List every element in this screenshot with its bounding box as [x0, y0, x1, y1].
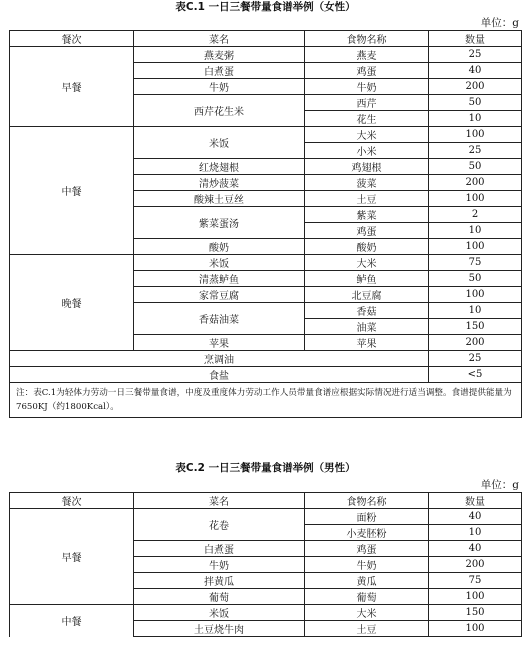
- food-cell: 小米: [305, 143, 429, 159]
- qty-cell: 50: [429, 159, 522, 175]
- qty-cell: 50: [429, 95, 522, 111]
- qty-cell: 100: [429, 287, 522, 303]
- dish-cell: 葡萄: [134, 589, 305, 605]
- dish-cell: 清蒸鲈鱼: [134, 271, 305, 287]
- qty-cell: 100: [429, 239, 522, 255]
- dish-cell: 米饭: [134, 605, 305, 621]
- meal-dinner: 晚餐: [10, 255, 134, 351]
- qty-cell: 10: [429, 111, 522, 127]
- table1-unit: 单位：g: [480, 17, 519, 29]
- food-cell: 鸡蛋: [305, 63, 429, 79]
- food-cell: 土豆: [305, 621, 429, 637]
- table-row-salt: [10, 367, 522, 383]
- table-row: [10, 47, 522, 63]
- header-qty: 数量: [429, 31, 522, 47]
- qty-cell: 25: [429, 47, 522, 63]
- dish-cell: 清炒菠菜: [134, 175, 305, 191]
- qty-cell: 100: [429, 621, 522, 637]
- qty-cell: 150: [429, 605, 522, 621]
- food-cell: 油菜: [305, 319, 429, 335]
- table1-female-menu: [9, 30, 522, 418]
- dish-cell: 白煮蛋: [134, 63, 305, 79]
- dish-cell: 米饭: [134, 127, 305, 159]
- food-cell: 葡萄: [305, 589, 429, 605]
- dish-cell: 白煮蛋: [134, 541, 305, 557]
- food-cell: 黄瓜: [305, 573, 429, 589]
- food-cell: 牛奶: [305, 79, 429, 95]
- salt-label: 食盐: [10, 367, 429, 383]
- header-meal: 餐次: [10, 493, 134, 509]
- table2-caption: 表C.2 一日三餐带量食谱举例（男性）: [175, 462, 356, 474]
- qty-cell: 100: [429, 127, 522, 143]
- food-cell: 香菇: [305, 303, 429, 319]
- table-row: [10, 255, 522, 271]
- food-cell: 面粉: [305, 509, 429, 525]
- food-cell: 苹果: [305, 335, 429, 351]
- qty-cell: 100: [429, 589, 522, 605]
- qty-cell: 10: [429, 303, 522, 319]
- dish-cell: 牛奶: [134, 557, 305, 573]
- dish-cell: 酸奶: [134, 239, 305, 255]
- header-dish: 菜名: [134, 493, 305, 509]
- table2-header-row: [10, 493, 522, 509]
- dish-cell: 燕麦粥: [134, 47, 305, 63]
- food-cell: 牛奶: [305, 557, 429, 573]
- food-cell: 鸡蛋: [305, 223, 429, 239]
- table-row: [10, 127, 522, 143]
- meal-breakfast: 早餐: [10, 47, 134, 127]
- qty-cell: 40: [429, 509, 522, 525]
- food-cell: 鸡蛋: [305, 541, 429, 557]
- table-row: [10, 509, 522, 525]
- dish-cell: 紫菜蛋汤: [134, 207, 305, 239]
- header-dish: 菜名: [134, 31, 305, 47]
- table1-caption: 表C.1 一日三餐带量食谱举例（女性）: [175, 1, 356, 13]
- salt-qty: <5: [429, 367, 522, 383]
- food-cell: 土豆: [305, 191, 429, 207]
- qty-cell: 75: [429, 573, 522, 589]
- food-cell: 紫菜: [305, 207, 429, 223]
- table2-unit: 单位：g: [480, 479, 519, 491]
- food-cell: 花生: [305, 111, 429, 127]
- qty-cell: 200: [429, 557, 522, 573]
- header-qty: 数量: [429, 493, 522, 509]
- food-cell: 鸡翅根: [305, 159, 429, 175]
- food-cell: 小麦胚粉: [305, 525, 429, 541]
- qty-cell: 75: [429, 255, 522, 271]
- oil-label: 烹调油: [10, 351, 429, 367]
- food-cell: 大米: [305, 255, 429, 271]
- food-cell: 大米: [305, 127, 429, 143]
- qty-cell: 50: [429, 271, 522, 287]
- food-cell: 菠菜: [305, 175, 429, 191]
- table2-male-menu: [9, 492, 522, 637]
- table1-header-row: [10, 31, 522, 47]
- dish-cell: 米饭: [134, 255, 305, 271]
- food-cell: 鲈鱼: [305, 271, 429, 287]
- qty-cell: 10: [429, 223, 522, 239]
- qty-cell: 200: [429, 79, 522, 95]
- food-cell: 酸奶: [305, 239, 429, 255]
- table-note-row: [10, 383, 522, 418]
- qty-cell: 2: [429, 207, 522, 223]
- food-cell: 北豆腐: [305, 287, 429, 303]
- qty-cell: 100: [429, 191, 522, 207]
- dish-cell: 西芹花生米: [134, 95, 305, 127]
- dish-cell: 酸辣土豆丝: [134, 191, 305, 207]
- qty-cell: 25: [429, 143, 522, 159]
- table-row: [10, 605, 522, 621]
- meal-lunch: 中餐: [10, 605, 134, 637]
- header-food: 食物名称: [305, 31, 429, 47]
- qty-cell: 200: [429, 335, 522, 351]
- header-food: 食物名称: [305, 493, 429, 509]
- dish-cell: 苹果: [134, 335, 305, 351]
- dish-cell: 花卷: [134, 509, 305, 541]
- food-cell: 大米: [305, 605, 429, 621]
- meal-lunch: 中餐: [10, 127, 134, 255]
- dish-cell: 红烧翅根: [134, 159, 305, 175]
- dish-cell: 香菇油菜: [134, 303, 305, 335]
- meal-breakfast: 早餐: [10, 509, 134, 605]
- dish-cell: 牛奶: [134, 79, 305, 95]
- dish-cell: 拌黄瓜: [134, 573, 305, 589]
- table1-note: 注：表C.1为轻体力劳动一日三餐带量食谱，中度及重度体力劳动工作人员带量食谱应根据实际情况进行适当调整。食谱提供能量为7650KJ（约1800Kcal）。: [10, 383, 522, 418]
- food-cell: 西芹: [305, 95, 429, 111]
- oil-qty: 25: [429, 351, 522, 367]
- qty-cell: 40: [429, 541, 522, 557]
- dish-cell: 家常豆腐: [134, 287, 305, 303]
- qty-cell: 10: [429, 525, 522, 541]
- qty-cell: 40: [429, 63, 522, 79]
- qty-cell: 150: [429, 319, 522, 335]
- header-meal: 餐次: [10, 31, 134, 47]
- dish-cell: 土豆烧牛肉: [134, 621, 305, 637]
- food-cell: 燕麦: [305, 47, 429, 63]
- qty-cell: 200: [429, 175, 522, 191]
- table-row-oil: [10, 351, 522, 367]
